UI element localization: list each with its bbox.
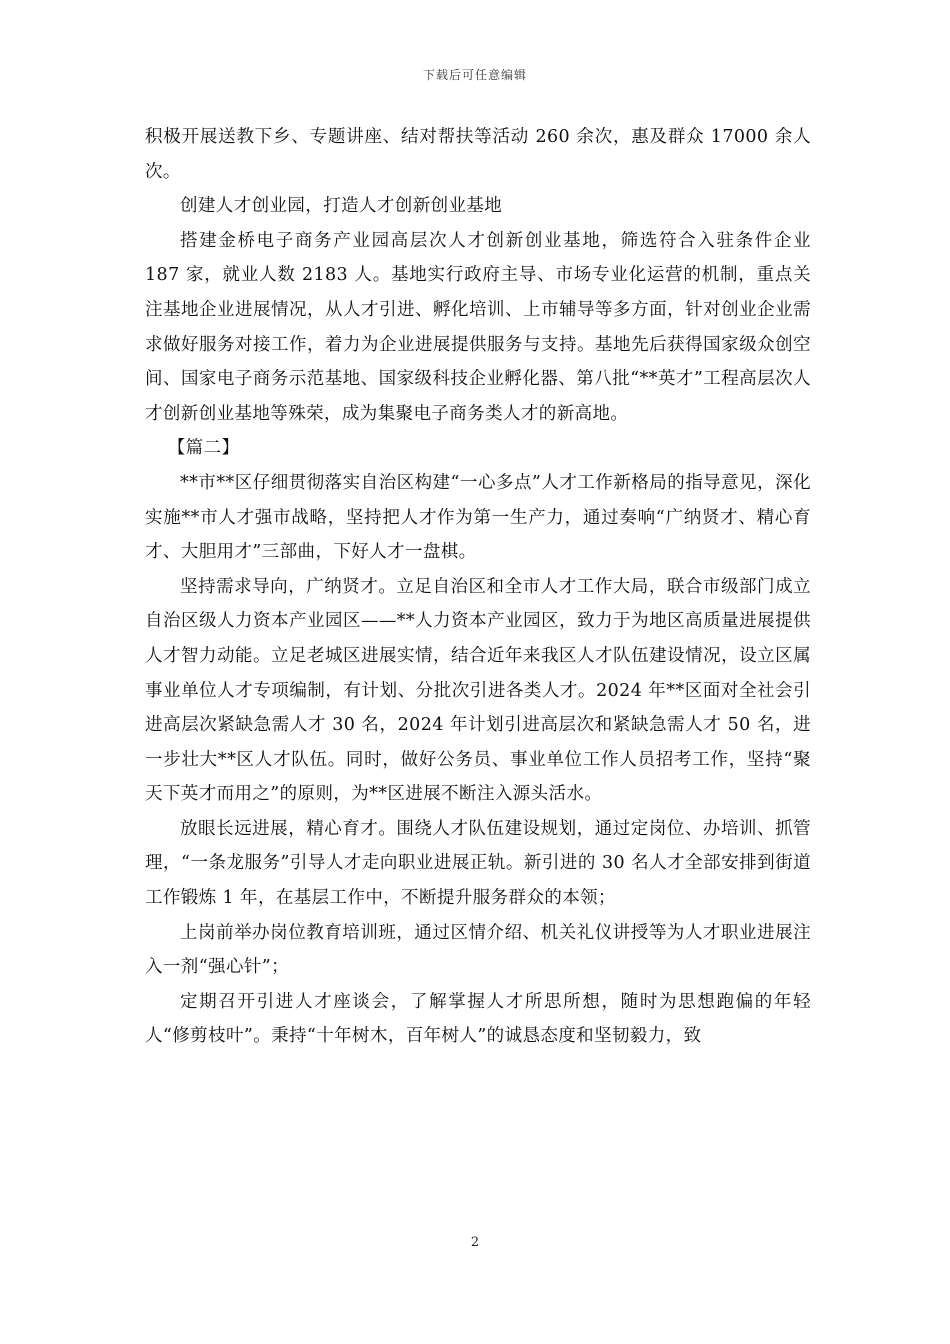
page-header: 下载后可任意编辑 bbox=[422, 68, 527, 82]
page-number: 2 bbox=[470, 1235, 480, 1250]
paragraph-jinqiao-base: 搭建金桥电子商务产业园高层次人才创新创业基地，筛选符合入驻条件企业 187 家，就业人数 2183 人。基地实行政府主导、市场专业化运营的机制，重点关注基地企业进展情况，从人才引进、孵化培训、上市辅导等多方面，针对创业企业需求做好服务对接工作，着力为企业进展提供服务与支持。基地先后获得国家级众创空间、国家电子商务示范基地、国家级科技企业孵化器、第八批“**英才”工程高层次人才创新创业基地等殊荣，成为集聚电子商务类人才的新高地。 bbox=[145, 230, 811, 424]
paragraph-symposium: 定期召开引进人才座谈会，了解掌握人才所思所想，随时为思想跑偏的年轻人“修剪枝叶”。秉持“十年树木，百年树人”的诚恳态度和坚韧毅力，致 bbox=[145, 991, 811, 1047]
paragraph-continuation: 积极开展送教下乡、专题讲座、结对帮扶等活动 260 余次，惠及群众 17000 余人次。 bbox=[145, 127, 811, 182]
section-heading-part-two: 【篇二】 bbox=[167, 438, 240, 459]
paragraph-intro-part-two: **市**区仔细贯彻落实自治区构建“一心多点”人才工作新格局的指导意见，深化实施**市人才强市战略，坚持把人才作为第一生产力，通过奏响“广纳贤才、精心育才、大胆用才”三部曲，下好人才一盘棋。 bbox=[145, 472, 811, 563]
document-body bbox=[145, 120, 811, 1054]
subheading-startup-park: 创建人才创业园，打造人才创新创业基地 bbox=[180, 196, 503, 217]
paragraph-pre-job-training: 上岗前举办岗位教育培训班，通过区情介绍、机关礼仪讲授等为人才职业进展注入一剂“强心针”； bbox=[145, 922, 811, 978]
paragraph-cultivate-talent: 放眼长远进展，精心育才。围绕人才队伍建设规划，通过定岗位、办培训、抓管理，“一条龙服务”引导人才走向职业进展正轨。新引进的 30 名人才全部安排到街道工作锻炼 1 年，在基层工作中，不断提升服务群众的本领； bbox=[145, 818, 811, 909]
paragraph-recruit-talent: 坚持需求导向，广纳贤才。立足自治区和全市人才工作大局，联合市级部门成立自治区级人力资本产业园区——**人力资本产业园区，致力于为地区高质量进展提供人才智力动能。立足老城区进展实情，结合近年来我区人才队伍建设情况，设立区属事业单位人才专项编制，有计划、分批次引进各类人才。2024 年**区面对全社会引进高层次紧缺急需人才 30 名，2024 年计划引进高层次和紧缺急需人才 50 名，进一步壮大**区人才队伍。同时，做好公务员、事业单位工作人员招考工作，坚持“聚天下英才而用之”的原则，为**区进展不断注入源头活水。 bbox=[145, 576, 811, 805]
